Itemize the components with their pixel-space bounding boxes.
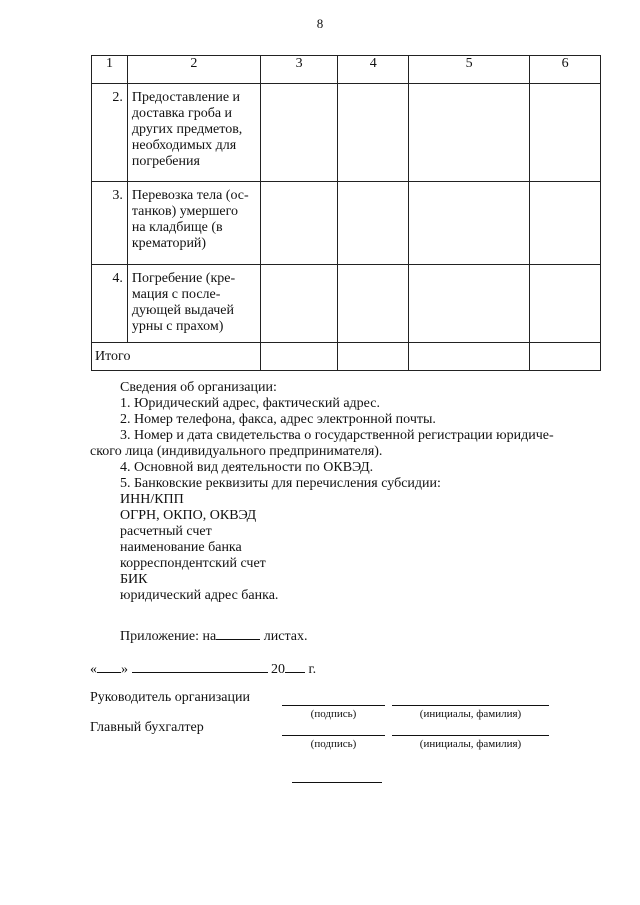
year-suffix: г. [308,662,317,677]
org-info-item: 5. Банковские реквизиты для перечисления субсидии: [120,476,441,491]
name-caption: (инициалы, фамилия) [419,708,522,720]
sheets-count-blank [216,625,260,640]
empty-cell [260,182,338,265]
row-number: 4. [92,265,128,343]
empty-cell [409,265,530,343]
description-line: других предметов, [131,122,243,137]
description-line: крематорий) [131,236,207,251]
description-line: Предоставление и [131,90,241,105]
empty-cell [409,182,530,265]
org-info-item: 1. Юридический адрес, фактический адрес. [120,396,380,411]
empty-cell [260,84,338,182]
signature-caption: (подпись) [310,708,357,720]
empty-cell [338,343,409,371]
bank-detail-line: наименование банка [120,540,242,555]
services-table [91,55,601,371]
description-line: на кладбище (в [131,220,223,235]
table-row [92,84,601,182]
empty-cell [338,182,409,265]
year-prefix: 20 [271,662,285,677]
open-quote: « [90,662,97,677]
description-line: погребения [131,154,200,169]
total-label: Итого [92,343,261,371]
org-info-item-continuation: ского лица (индивидуального предпринимателя). [90,444,383,459]
table-row [92,265,601,343]
year-blank [285,658,305,673]
bank-detail-line: ИНН/КПП [120,492,184,507]
bank-detail-line: юридический адрес банка. [120,588,279,603]
empty-cell [260,265,338,343]
accountant-signature-line [282,735,385,736]
header-cell: 6 [530,56,601,84]
service-description [127,265,260,343]
signature-caption: (подпись) [310,738,357,750]
empty-cell [338,84,409,182]
bank-detail-line: расчетный счет [120,524,212,539]
empty-cell [338,265,409,343]
page-number: 8 [316,16,324,31]
table-header-row [92,56,601,84]
empty-cell [260,343,338,371]
close-quote: » [121,662,128,677]
org-info-item: 2. Номер телефона, факса, адрес электронной почты. [120,412,436,427]
header-cell: 1 [92,56,128,84]
service-description [127,84,260,182]
description-line: дующей выдачей [131,303,234,318]
description-line: танков) умершего [131,204,239,219]
empty-cell [530,182,601,265]
header-cell: 3 [260,56,338,84]
name-caption: (инициалы, фамилия) [419,738,522,750]
bank-detail-line: БИК [120,572,148,587]
appendix-line [120,625,307,645]
empty-cell [530,343,601,371]
appendix-suffix: листах. [263,629,308,644]
month-blank [132,658,268,673]
description-line: доставка гроба и [131,106,233,121]
service-description [127,182,260,265]
empty-cell [409,84,530,182]
description-line: мация с после- [131,287,221,302]
org-info-item: 4. Основной вид деятельности по ОКВЭД. [120,460,374,475]
description-line: необходимых для [131,138,237,153]
empty-cell [530,84,601,182]
org-info-item: 3. Номер и дата свидетельства о государственной регистрации юридиче- [120,428,554,443]
table-row [92,182,601,265]
description-line: урны с прахом) [131,319,224,334]
accountant-label: Главный бухгалтер [90,720,204,735]
description-line: Перевозка тела (ос- [131,188,249,203]
header-cell: 2 [127,56,260,84]
head-label: Руководитель организации [90,690,250,705]
day-blank [97,658,121,673]
organization-info [90,380,554,604]
appendix-prefix: Приложение: на [120,629,217,644]
date-line [90,658,316,678]
head-signature-line [282,705,385,706]
org-info-heading: Сведения об организации: [120,380,277,395]
empty-cell [409,343,530,371]
header-cell: 5 [409,56,530,84]
head-name-line [392,705,549,706]
bank-detail-line: ОГРН, ОКПО, ОКВЭД [120,508,257,523]
end-divider [292,782,382,783]
empty-cell [530,265,601,343]
total-row [92,343,601,371]
bank-detail-line: корреспондентский счет [120,556,266,571]
accountant-name-line [392,735,549,736]
row-number: 3. [92,182,128,265]
header-cell: 4 [338,56,409,84]
row-number: 2. [92,84,128,182]
description-line: Погребение (кре- [131,271,236,286]
